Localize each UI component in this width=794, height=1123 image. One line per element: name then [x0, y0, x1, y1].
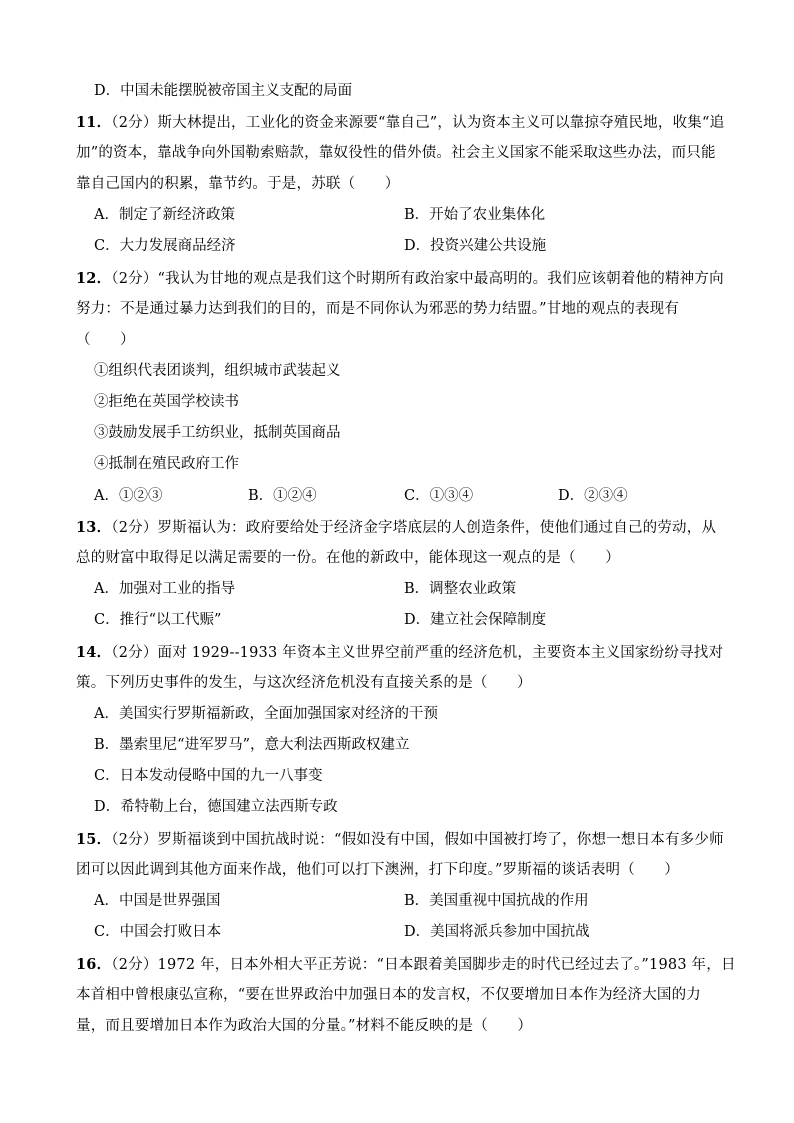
- q16-stem-line-1: [76, 949, 736, 980]
- q11-stem-line-1: [76, 107, 724, 138]
- q13-stem-line-1: [76, 512, 724, 543]
- q12-option-d: D．②③④: [558, 488, 628, 504]
- q16-stem-text-1: （2分）1972 年，日本外相大平正芳说：“日本跟着美国脚步走的时代已经过去了。”1983 年，日: [111, 957, 736, 973]
- q13-option-b: B．调整农业政策: [404, 581, 517, 597]
- q12-option-a: A．①②③: [94, 488, 163, 504]
- q12-statement-4: ④抵制在殖民政府工作: [94, 456, 239, 472]
- q12-option-b: B．①②④: [248, 488, 317, 504]
- q15-stem-text-1: （2分）罗斯福谈到中国抗战时说：“假如没有中国，假如中国被打垮了，你想一想日本有多少师: [111, 832, 724, 848]
- q14-option-c: C．日本发动侵略中国的九一八事变: [94, 768, 323, 784]
- q15-stem-line-2: 团可以因此调到其他方面来作战，他们可以打下澳洲，打下印度。”罗斯福的谈话表明（ ）: [76, 862, 680, 878]
- q15-option-c: C．中国会打败日本: [94, 924, 222, 940]
- q13-number: 13．: [76, 519, 112, 536]
- q14-stem-line-1: [76, 637, 724, 668]
- q12-statement-3: ③鼓励发展手工纺织业，抵制英国商品: [94, 425, 341, 441]
- q11-option-b: B．开始了农业集体化: [404, 207, 546, 223]
- q15-option-d: D．美国将派兵参加中国抗战: [404, 924, 590, 940]
- q12-number: 12．: [76, 270, 112, 287]
- q11-number: 11．: [76, 114, 112, 131]
- q14-option-b: B．墨索里尼“进军罗马”，意大利法西斯政权建立: [94, 737, 410, 753]
- q11-stem-line-3: 靠自己国内的积累，靠节约。于是，苏联（ ）: [76, 176, 400, 192]
- q13-stem-text-1: （2分）罗斯福认为：政府要给处于经济金字塔底层的人创造条件，使他们通过自己的劳动，从: [111, 520, 717, 536]
- q12-statement-2: ②拒绝在英国学校读书: [94, 394, 239, 410]
- q11-stem-line-2: 加”的资本，靠战争向外国勒索赔款，靠奴役性的借外债。社会主义国家不能采取这些办法，而只能: [76, 145, 716, 161]
- q11-option-c: C．大力发展商品经济: [94, 238, 236, 254]
- q12-option-c: C．①③④: [404, 488, 474, 504]
- q14-number: 14．: [76, 644, 112, 661]
- q14-stem-line-2: 策。下列历史事件的发生，与这次经济危机没有直接关系的是（ ）: [76, 675, 532, 691]
- q14-option-d: D．希特勒上台，德国建立法西斯专政: [94, 799, 338, 815]
- q13-option-c: C．推行“以工代赈”: [94, 612, 222, 628]
- q12-statement-1: ①组织代表团谈判，组织城市武装起义: [94, 363, 341, 379]
- q16-stem-line-2: 本首相中曾根康弘宣称，“要在世界政治中加强日本的发言权，不仅要增加日本作为经济大国的力: [76, 987, 702, 1003]
- q12-stem-line-2: 努力：不是通过暴力达到我们的目的，而是不同你认为邪恶的势力结盟。”甘地的观点的表现有: [76, 301, 680, 317]
- q12-stem-text-1: （2分）“我认为甘地的观点是我们这个时期所有政治家中最高明的。我们应该朝着他的精神方向: [111, 271, 724, 287]
- q15-option-a: A．中国是世界强国: [94, 893, 221, 909]
- q15-number: 15．: [76, 831, 112, 848]
- q13-option-d: D．建立社会保障制度: [404, 612, 547, 628]
- q11-option-d: D．投资兴建公共设施: [404, 238, 547, 254]
- q14-option-a: A．美国实行罗斯福新政，全面加强国家对经济的干预: [94, 706, 438, 722]
- q15-stem-line-1: [76, 824, 724, 855]
- q12-stem-line-3: （ ）: [76, 332, 135, 348]
- q13-stem-line-2: 总的财富中取得足以满足需要的一份。在他的新政中，能体现这一观点的是（ ）: [76, 550, 620, 566]
- q15-option-b: B．美国重视中国抗战的作用: [404, 893, 589, 909]
- q14-stem-text-1: （2分）面对 1929--1933 年资本主义世界空前严重的经济危机，主要资本主义国家纷纷寻找对: [111, 645, 724, 661]
- q16-stem-line-3: 量，而且要增加日本作为政治大国的分量。”材料不能反映的是（ ）: [76, 1018, 533, 1034]
- q12-stem-line-1: [76, 263, 724, 294]
- q11-stem-text-1: （2分）斯大林提出，工业化的资金来源要“靠自己”，认为资本主义可以靠掠夺殖民地，收集“追: [111, 115, 725, 131]
- q10-option-d: D．中国未能摆脱被帝国主义支配的局面: [94, 83, 353, 99]
- q13-option-a: A．加强对工业的指导: [94, 581, 235, 597]
- q11-option-a: A．制定了新经济政策: [94, 207, 235, 223]
- q16-number: 16．: [76, 956, 112, 973]
